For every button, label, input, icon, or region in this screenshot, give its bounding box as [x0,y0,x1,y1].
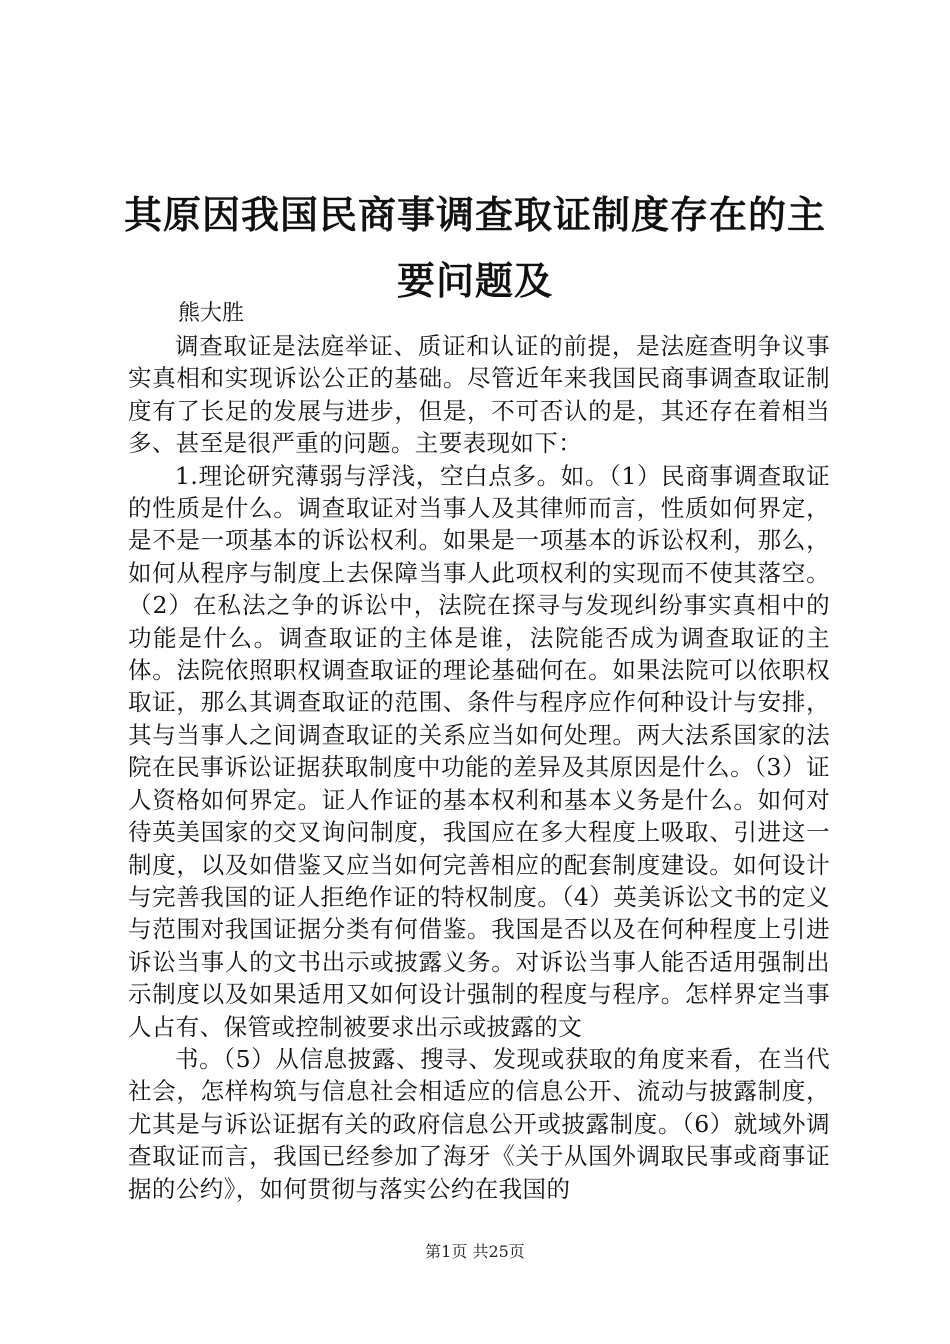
document-body [128,330,830,1205]
page-footer: 第1页 共25页 [425,1242,525,1261]
paragraph-continuation: 书。（5）从信息披露、搜寻、发现或获取的角度来看，在当代社会，怎样构筑与信息社会相适应的信息公开、流动与披露制度，尤其是与诉讼证据有关的政府信息公开或披露制度。（6）就域外调查取证而言，我国已经参加了海牙《关于从国外调取民事或商事证据的公约》，如何贯彻与落实公约在我国的 [128,1044,830,1203]
paragraph-intro: 调查取证是法庭举证、质证和认证的前提，是法庭查明争议事实真相和实现诉讼公正的基础。尽管近年来我国民商事调查取证制度有了长足的发展与进步，但是，不可否认的是，其还存在着相当多、甚至是很严重的问题。主要表现如下： [128,332,830,458]
author-name: 熊大胜 [178,301,245,326]
paragraph-theory: 1.理论研究薄弱与浮浅，空白点多。如。（1）民商事调查取证的性质是什么。调查取证对当事人及其律师而言，性质如何界定，是不是一项基本的诉讼权利。如果是一项基本的诉讼权利，那么，如何从程序与制度上去保障当事人此项权利的实现而不使其落空。（2）在私法之争的诉讼中，法院在探寻与发现纠纷事实真相中的功能是什么。调查取证的主体是谁，法院能否成为调查取证的主体。法院依照职权调查取证的理论基础何在。如果法院可以依职权取证，那么其调查取证的范围、条件与程序应作何种设计与安排，其与当事人之间调查取证的关系应当如何处理。两大法系国家的法院在民事诉讼证据获取制度中功能的差异及其原因是什么。（3）证人资格如何界定。证人作证的基本权利和基本义务是什么。如何对待英美国家的交叉询问制度，我国应在多大程度上吸取、引进这一制度，以及如借鉴又应当如何完善相应的配套制度建设。如何设计与完善我国的证人拒绝作证的特权制度。（4）英美诉讼文书的定义与范围对我国证据分类有何借鉴。我国是否以及在何种程度上引进诉讼当事人的文书出示或披露义务。对诉讼当事人能否适用强制出示制度以及如果适用又如何设计强制的程度与程序。怎样界定当事人占有、保管或控制被要求出示或披露的文 [128,461,830,1041]
document-title: 其原因我国民商事调查取证制度存在的主要问题及 [123,192,826,303]
